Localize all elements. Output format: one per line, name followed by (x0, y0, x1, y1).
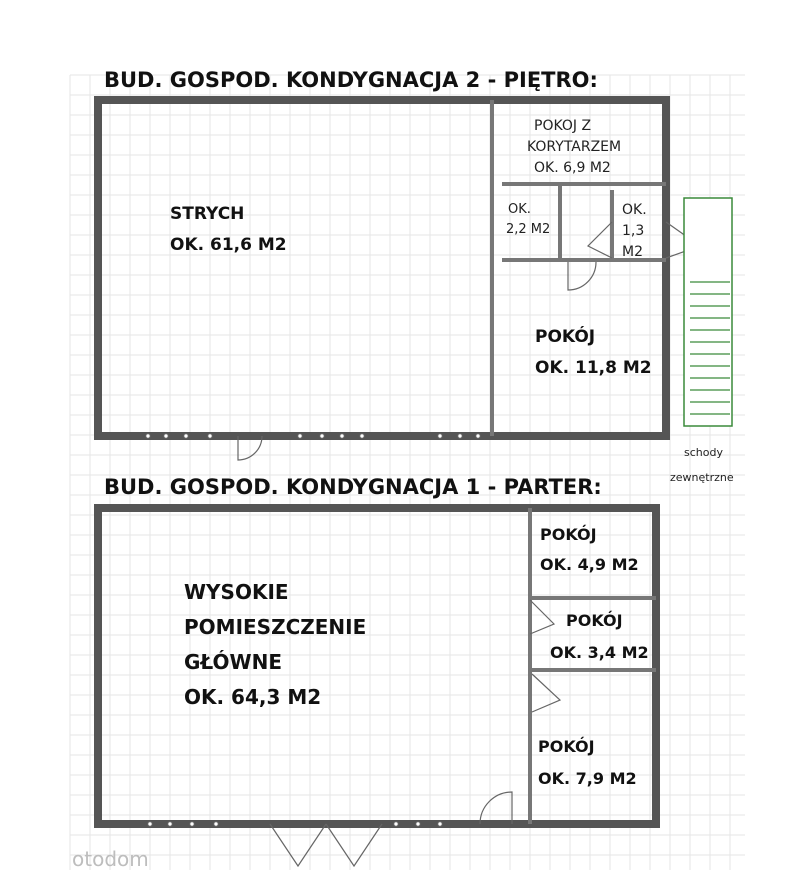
window-marker (298, 434, 302, 438)
window-marker (340, 434, 344, 438)
window-marker (458, 434, 462, 438)
stairs-outline (684, 198, 732, 426)
room-pokoj-korytarz-label: POKOJ Z KORYTARZEM OK. 6,9 M2 (527, 118, 622, 176)
window-marker (190, 822, 194, 826)
room-main-label: WYSOKIE POMIESZCZENIE GŁÓWNE OK. 64,3 M2 (184, 580, 367, 709)
window-marker (438, 822, 442, 826)
room-pokoj1-label: POKÓJ OK. 4,9 M2 (540, 525, 639, 574)
window-marker (438, 434, 442, 438)
main-entrance-door (270, 824, 326, 866)
window-marker (184, 434, 188, 438)
room-strych-label: STRYCH OK. 61,6 M2 (170, 204, 287, 255)
window-marker (168, 822, 172, 826)
door-swing (568, 262, 596, 290)
room-small-b-label: OK. 1,3 M2 (622, 202, 647, 260)
window-marker (416, 822, 420, 826)
window-marker (214, 822, 218, 826)
room-pokoj2-label: POKÓJ OK. 3,4 M2 (550, 611, 649, 662)
main-entrance-door (326, 824, 382, 866)
window-marker (320, 434, 324, 438)
door-swing (532, 674, 560, 712)
room-small-a-label: OK. 2,2 M2 (506, 202, 551, 237)
stairs-label: schody zewnętrzne (670, 446, 734, 484)
window-marker (146, 434, 150, 438)
window-marker (476, 434, 480, 438)
watermark: otodom (72, 847, 149, 871)
floor1-plan (98, 508, 656, 866)
window-marker (394, 822, 398, 826)
window-marker (360, 434, 364, 438)
floor2-title: BUD. GOSPOD. KONDYGNACJA 2 - PIĘTRO: (104, 68, 598, 92)
door-swing (588, 222, 612, 258)
window-marker (208, 434, 212, 438)
external-stairs (684, 198, 732, 426)
window-marker (164, 434, 168, 438)
door-swing (480, 792, 512, 824)
floor1-title: BUD. GOSPOD. KONDYGNACJA 1 - PARTER: (104, 475, 602, 499)
room-pokoj-label: POKÓJ OK. 11,8 M2 (535, 327, 652, 378)
background-grid (70, 75, 745, 870)
room-pokoj3-label: POKÓJ OK. 7,9 M2 (538, 737, 637, 788)
window-marker (148, 822, 152, 826)
